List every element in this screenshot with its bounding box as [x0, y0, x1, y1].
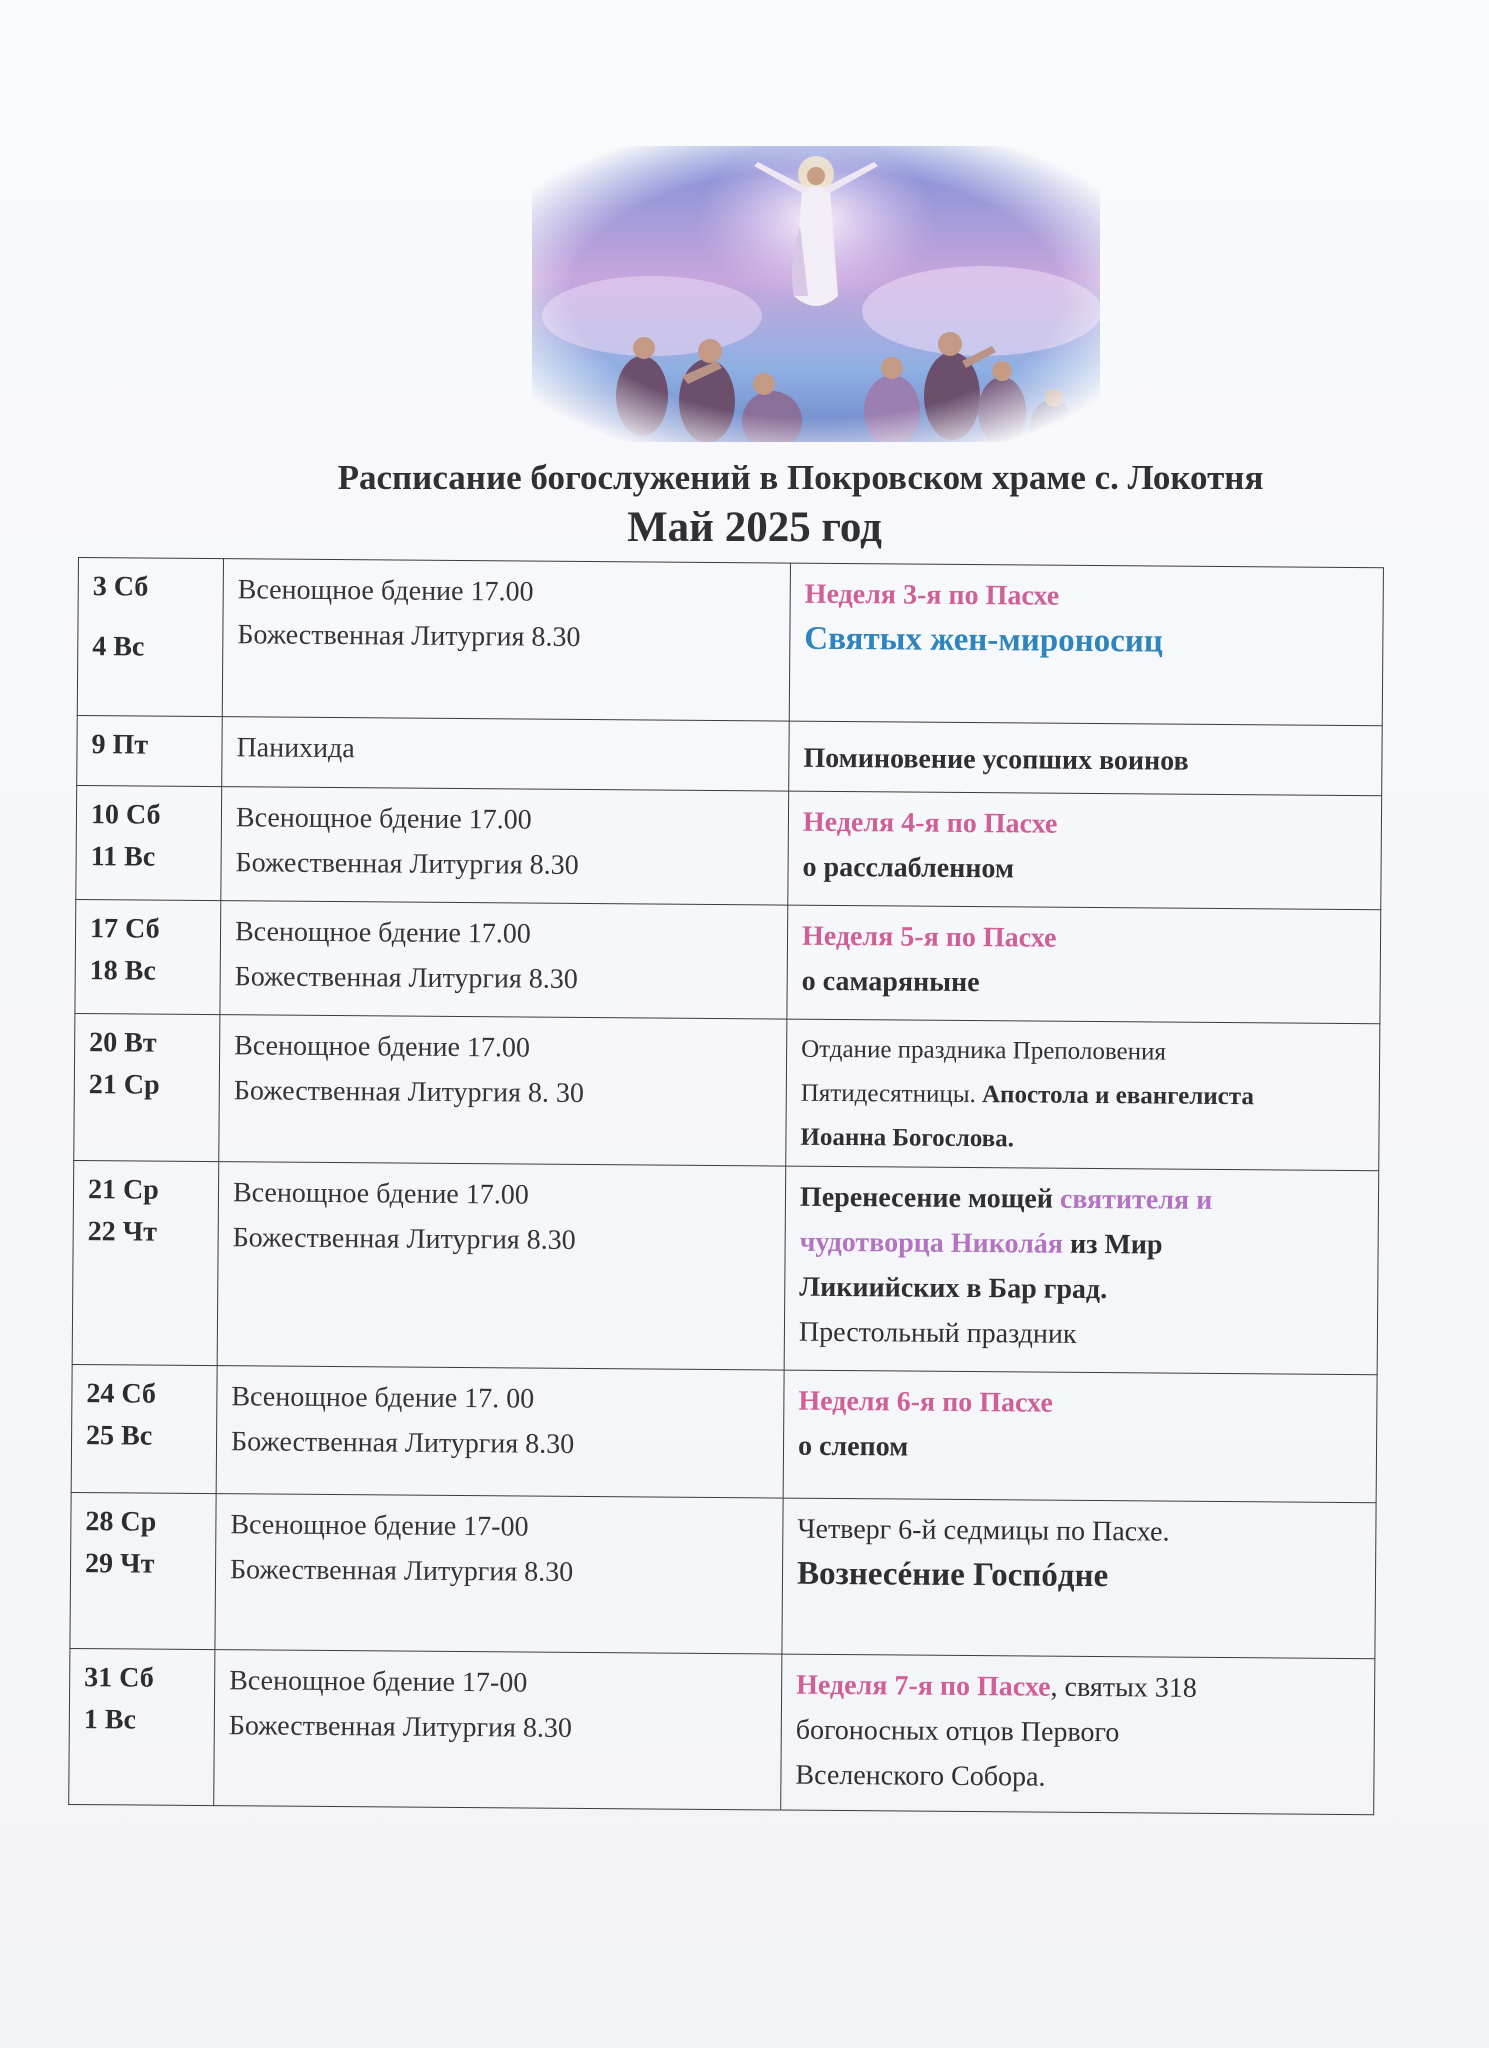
feast-cell	[788, 791, 1382, 910]
feast-name: Поминовение усопших воинов	[803, 742, 1189, 777]
feast-line: Престольный праздник	[798, 1316, 1077, 1350]
date-cell	[75, 899, 221, 1014]
month-title: Май 2025 год	[627, 504, 882, 551]
feast-line	[801, 1072, 1367, 1120]
table-row	[70, 1492, 1376, 1658]
service: Божественная Литургия 8.30	[228, 1710, 573, 1744]
service: Всенощное бдение 17-00	[229, 1665, 528, 1699]
feast-line: Четверг 6-й седмицы по Пасхе.	[797, 1513, 1170, 1548]
date-cell	[71, 1364, 217, 1493]
table-row	[77, 715, 1383, 795]
feast-line: Ликиийских в Бар град.	[799, 1271, 1108, 1306]
service: Божественная Литургия 8.30	[232, 1222, 576, 1256]
table-row	[74, 1013, 1380, 1170]
date: 25 Вс	[85, 1420, 153, 1452]
service-cell	[222, 559, 790, 721]
service-cell	[222, 717, 790, 791]
date: 10 Сб	[90, 799, 161, 831]
service-cell	[216, 1366, 784, 1498]
date: 4 Вс	[92, 631, 145, 663]
table-row	[72, 1160, 1379, 1374]
feast-week: Неделя 6-я по Пасхе	[798, 1385, 1053, 1419]
service: Божественная Литургия 8.30	[234, 961, 578, 995]
feast-name: о расслабленном	[802, 851, 1015, 885]
date: 17 Сб	[89, 913, 160, 945]
feast-line: Отдание праздника Преполовения	[801, 1035, 1167, 1066]
feast-week: Неделя 5-я по Пасхе	[801, 920, 1057, 954]
feast-cell	[783, 1370, 1377, 1503]
feast-text: Пятидесятницы.	[800, 1079, 976, 1109]
table-row	[77, 558, 1383, 726]
schedule-table	[68, 557, 1384, 1815]
date: 31 Сб	[84, 1662, 154, 1694]
feast-line	[800, 1175, 1366, 1224]
table-row	[76, 785, 1382, 909]
date: 22 Чт	[87, 1216, 158, 1248]
service: Всенощное бдение 17.00	[237, 574, 534, 608]
feast-cell	[789, 721, 1383, 796]
feast-line: Вселенского Собора.	[795, 1759, 1046, 1793]
service: Панихида	[236, 732, 355, 765]
date-cell	[77, 715, 223, 786]
feast-name: Святых жен-мироносиц	[804, 620, 1163, 660]
service-cell	[220, 901, 788, 1019]
service: Всенощное бдение 17-00	[230, 1509, 529, 1543]
feast-week: Неделя 4-я по Пасхе	[802, 806, 1058, 840]
date: 11 Вс	[90, 841, 156, 873]
service: Всенощное бдение 17.00	[234, 1030, 531, 1064]
feast-cell	[782, 1498, 1376, 1659]
date: 1 Вс	[83, 1704, 137, 1736]
date-cell	[69, 1648, 215, 1805]
feast-text: святителя и	[1059, 1183, 1213, 1216]
table-row	[75, 899, 1381, 1023]
feast-line: Иоанна Богослова.	[800, 1123, 1015, 1153]
feast-text: Перенесение мощей	[799, 1181, 1054, 1215]
date: 29 Чт	[84, 1548, 155, 1580]
table-row	[69, 1648, 1375, 1814]
service: Божественная Литургия 8. 30	[233, 1075, 585, 1109]
service-cell	[215, 1494, 783, 1654]
service: Божественная Литургия 8.30	[229, 1554, 574, 1588]
date: 24 Сб	[86, 1378, 157, 1410]
feast-text: Апостола и евангелиста	[981, 1081, 1254, 1111]
date-cell	[72, 1160, 219, 1365]
date: 21 Ср	[87, 1174, 159, 1206]
schedule-title: Расписание богослужений в Покровском храме с. Локотня	[337, 458, 1264, 497]
date: 9 Пт	[91, 729, 149, 761]
service: Всенощное бдение 17.00	[234, 916, 531, 950]
feast-line	[796, 1663, 1362, 1712]
service: Божественная Литургия 8.30	[230, 1426, 575, 1460]
feast-week: Неделя 7-я по Пасхе	[796, 1669, 1051, 1703]
service-cell	[221, 787, 789, 905]
date-cell	[76, 785, 222, 900]
service: Всенощное бдение 17. 00	[231, 1381, 535, 1415]
feast-week: Неделя 3-я по Пасхе	[804, 578, 1060, 612]
feast-line: богоносных отцов Первого	[795, 1714, 1120, 1749]
service: Божественная Литургия 8.30	[237, 619, 581, 653]
feast-cell	[786, 1019, 1380, 1171]
date: 18 Вс	[89, 955, 156, 987]
date-cell	[70, 1492, 216, 1649]
feast-line	[799, 1220, 1365, 1269]
feast-name: Вознесéние Госпóдне	[796, 1555, 1109, 1595]
service-cell	[214, 1650, 782, 1810]
date: 3 Сб	[92, 571, 149, 603]
feast-cell	[781, 1654, 1375, 1815]
service: Всенощное бдение 17.00	[235, 802, 532, 836]
feast-name: о самаряныне	[801, 965, 980, 999]
date: 28 Ср	[85, 1506, 157, 1538]
service: Божественная Литургия 8.30	[235, 847, 579, 881]
feast-text: чудотворца Николáя	[799, 1226, 1064, 1260]
feast-cell	[784, 1166, 1379, 1375]
feast-cell	[789, 563, 1383, 726]
feast-name: о слепом	[797, 1430, 909, 1463]
feast-text: из Мир	[1069, 1228, 1163, 1261]
table-row	[71, 1364, 1377, 1502]
date-cell	[74, 1013, 220, 1161]
feast-cell	[787, 905, 1381, 1024]
date: 20 Вт	[89, 1027, 157, 1059]
service-cell	[217, 1162, 786, 1370]
service-cell	[219, 1015, 787, 1166]
service: Всенощное бдение 17.00	[232, 1177, 529, 1211]
date: 21 Ср	[88, 1069, 160, 1101]
ascension-icon-image	[532, 146, 1100, 442]
date-cell	[77, 558, 223, 717]
feast-text: , святых 318	[1050, 1671, 1197, 1704]
